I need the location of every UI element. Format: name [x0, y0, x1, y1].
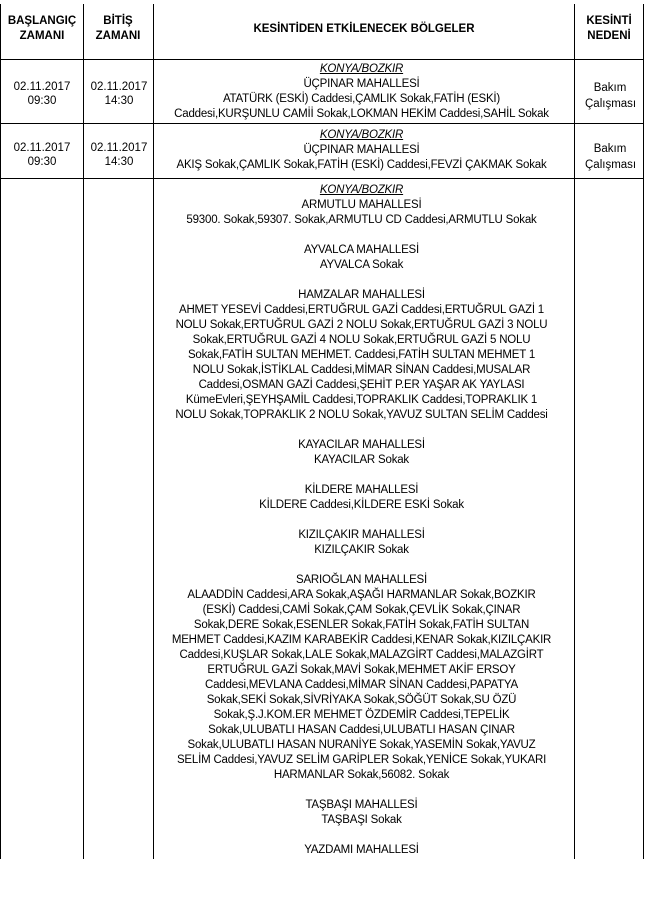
- street-line: Sokak,ULUBATLI HASAN NURANİYE Sokak,YASEMİN Sokak,YAVUZ: [187, 739, 536, 751]
- street-line: NOLU Sokak,TOPRAKLIK 2 NOLU Sokak,YAVUZ SULTAN SELİM Caddesi: [175, 409, 548, 421]
- block-gap: [148, 783, 575, 798]
- street-line: (ESKİ) Caddesi,CAMİ Sokak,ÇAM Sokak,ÇEVLİK Sokak,ÇINAR: [202, 604, 521, 616]
- street-line: Sokak,ERTUĞRUL GAZİ 4 NOLU Sokak,ERTUĞRUL GAZİ 5 NOLU: [192, 334, 531, 346]
- row-1-end-date: 02.11.2017: [90, 81, 148, 93]
- row-2-line: AKIŞ Sokak,ÇAMLIK Sokak,FATİH (ESKİ) Caddesi,FEVZİ ÇAKMAK Sokak: [176, 159, 547, 171]
- neighborhood-block: [148, 438, 575, 468]
- street-line: KİLDERE Caddesi,KİLDERE ESKİ Sokak: [259, 499, 464, 511]
- row-2-bottom-border: [0, 178, 644, 179]
- street-line: NOLU Sokak,ERTUĞRUL GAZİ 2 NOLU Sokak,ERTUĞRUL GAZİ 3 NOLU: [175, 319, 548, 331]
- street-line: KIZILÇAKIR Sokak: [314, 544, 409, 556]
- street-line: NOLU Sokak,İSTİKLAL Caddesi,MİMAR SİNAN Caddesi,MUSALAR: [192, 364, 531, 376]
- street-line: Sokak,DERE Sokak,ESENLER Sokak,FATİH Sokak,FATİH SULTAN: [193, 619, 530, 631]
- row-2-line: ÜÇPINAR MAHALLESİ: [303, 144, 420, 156]
- row-3-regions: [148, 183, 575, 858]
- block-gap: [148, 468, 575, 483]
- neighborhood-block: [148, 288, 575, 423]
- row-1-line: Caddesi,KURŞUNLU CAMİİ Sokak,LOKMAN HEKİM Caddesi,SAHİL Sokak: [174, 108, 549, 120]
- row-2-start: [0, 141, 84, 169]
- row-1-province: KONYA/BOZKIR: [319, 63, 404, 75]
- neighborhood-block: [148, 483, 575, 513]
- header-end-time: BİTİŞ ZAMANI: [95, 15, 141, 42]
- block-gap: [148, 513, 575, 528]
- neighborhood-name: KIZILÇAKIR MAHALLESİ: [298, 529, 425, 541]
- row-1-end-time: 14:30: [104, 95, 134, 107]
- neighborhood-name: KİLDERE MAHALLESİ: [304, 484, 419, 496]
- street-line: HARMANLAR Sokak,56082. Sokak: [273, 769, 450, 781]
- neighborhood-block: [148, 198, 575, 228]
- street-line: TAŞBAŞI Sokak: [321, 814, 402, 826]
- neighborhood-name: KAYACILAR MAHALLESİ: [298, 439, 425, 451]
- header-start-time: BAŞLANGIÇ ZAMANI: [7, 15, 77, 42]
- row-2-end-date: 02.11.2017: [90, 142, 148, 154]
- row-1-end: [84, 80, 154, 108]
- neighborhood-block: [148, 798, 575, 828]
- column-divider-1: [83, 4, 84, 859]
- row-1-line: ÜÇPINAR MAHALLESİ: [303, 78, 420, 90]
- row-1-start-time: 09:30: [27, 95, 57, 107]
- street-line: MEHMET Caddesi,KAZIM KARABEKİR Caddesi,KENAR Sokak,KIZILÇAKIR: [171, 634, 552, 646]
- header-affected-regions: KESİNTİDEN ETKİLENECEK BÖLGELER: [253, 23, 475, 35]
- neighborhood-name: HAMZALAR MAHALLESİ: [298, 289, 425, 301]
- row-2-start-date: 02.11.2017: [13, 142, 71, 154]
- block-gap: [148, 228, 575, 243]
- street-line: Sokak,ULUBATLI HASAN Caddesi,ULUBATLI HASAN ÇINAR: [208, 724, 515, 736]
- row-2-end: [84, 141, 154, 169]
- street-line: Caddesi,OSMAN GAZİ Caddesi,ŞEHİT P.ER YAŞAR AK YAYLASI: [198, 379, 525, 391]
- row-1-regions: [148, 62, 575, 122]
- neighborhood-block: [148, 843, 575, 858]
- neighborhood-block: [148, 243, 575, 273]
- block-gap: [148, 558, 575, 573]
- row-1-start: [0, 80, 84, 108]
- street-line: KümeEvleri,ŞEYHŞAMİL Caddesi,TOPRAKLIK Caddesi,TOPRAKLIK 1: [185, 394, 538, 406]
- neighborhood-name: SARIOĞLAN MAHALLESİ: [295, 574, 428, 586]
- neighborhood-block: [148, 573, 575, 783]
- block-gap: [148, 828, 575, 843]
- row-2-regions: [148, 128, 575, 173]
- street-line: 59300. Sokak,59307. Sokak,ARMUTLU CD Caddesi,ARMUTLU Sokak: [186, 214, 537, 226]
- row-1-line: ATATÜRK (ESKİ) Caddesi,ÇAMLIK Sokak,FATİH (ESKİ): [222, 93, 501, 105]
- street-line: AYVALCA Sokak: [319, 259, 404, 271]
- row-3-province: KONYA/BOZKIR: [319, 184, 404, 196]
- neighborhood-name: YAZDAMI MAHALLESİ: [304, 844, 419, 856]
- street-line: ERTUĞRUL GAZİ Sokak,MAVİ Sokak,MEHMET AKİF ERSOY: [207, 664, 516, 676]
- header-outage-reason: KESİNTİ NEDENİ: [586, 15, 632, 42]
- street-line: Sokak,FATİH SULTAN MEHMET. Caddesi,FATİH SULTAN MEHMET 1: [187, 349, 536, 361]
- neighborhood-name: ARMUTLU MAHALLESİ: [301, 199, 422, 211]
- neighborhood-name: TAŞBAŞI MAHALLESİ: [305, 799, 418, 811]
- block-gap: [148, 423, 575, 438]
- row-2-province: KONYA/BOZKIR: [319, 129, 404, 141]
- street-line: Sokak,Ş.J.KOM.ER MEHMET ÖZDEMİR Caddesi,TEPELİK: [213, 709, 510, 721]
- neighborhood-block: [148, 528, 575, 558]
- header-bottom-border: [0, 59, 644, 60]
- street-line: AHMET YESEVİ Caddesi,ERTUĞRUL GAZİ Caddesi,ERTUĞRUL GAZİ 1: [178, 304, 545, 316]
- table-border-right: [643, 4, 644, 859]
- street-line: SELİM Caddesi,YAVUZ SELİM GARİPLER Sokak,YENİCE Sokak,YUKARI: [176, 754, 547, 766]
- row-1-bottom-border: [0, 123, 644, 124]
- block-gap: [148, 273, 575, 288]
- row-1-reason: Bakım Çalışması: [585, 82, 637, 110]
- row-2-reason: Bakım Çalışması: [585, 143, 637, 171]
- street-line: Caddesi,KUŞLAR Sokak,LALE Sokak,MALAZGİRT Caddesi,MALAZGİRT: [179, 649, 544, 661]
- row-1-start-date: 02.11.2017: [13, 81, 71, 93]
- row-2-end-time: 14:30: [104, 156, 134, 168]
- neighborhood-name: AYVALCA MAHALLESİ: [303, 244, 420, 256]
- street-line: ALAADDİN Caddesi,ARA Sokak,AŞAĞI HARMANLAR Sokak,BOZKIR: [187, 589, 536, 601]
- street-line: Sokak,SEKİ Sokak,SİVRİYAKA Sokak,SÖĞÜT Sokak,SU ÖZÜ: [206, 694, 517, 706]
- street-line: Caddesi,MEVLANA Caddesi,MİMAR SİNAN Caddesi,PAPATYA: [205, 679, 518, 691]
- row-2-start-time: 09:30: [27, 156, 57, 168]
- table-border-left: [0, 4, 1, 859]
- street-line: KAYACILAR Sokak: [313, 454, 409, 466]
